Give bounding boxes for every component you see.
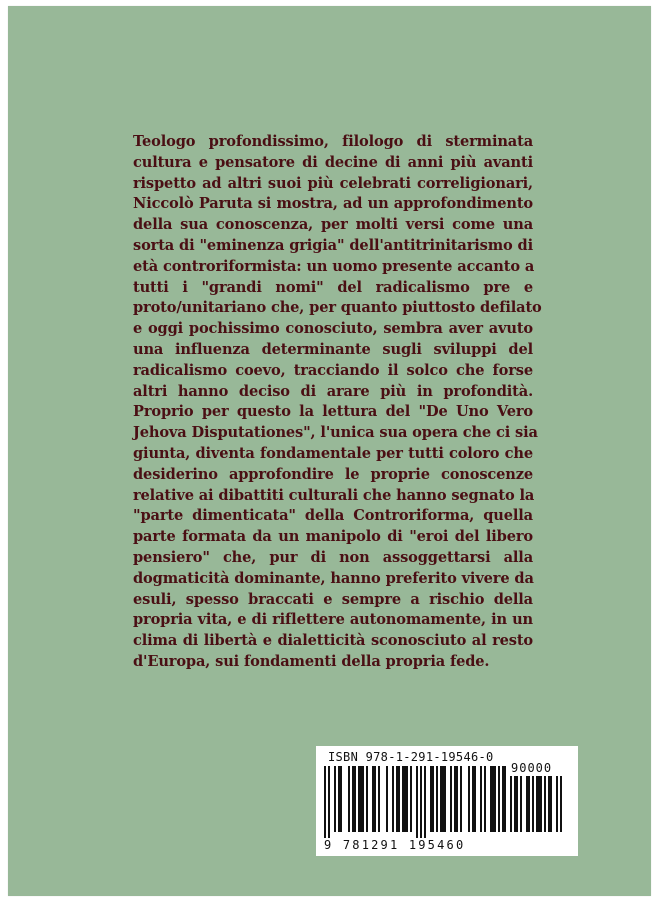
barcode-bar bbox=[502, 766, 506, 832]
blurb-line: Niccolò Paruta si mostra, ad un approfondimento bbox=[133, 195, 533, 213]
barcode-bar bbox=[460, 766, 462, 832]
barcode-bar bbox=[450, 766, 452, 832]
barcode-bar bbox=[430, 766, 434, 832]
blurb-line: e oggi pochissimo conosciuto, sembra aver avuto bbox=[133, 320, 533, 338]
barcode-bars-icon bbox=[324, 766, 510, 838]
barcode-bar bbox=[402, 766, 408, 832]
blurb-line: parte formata da un manipolo di "eroi del libero bbox=[133, 528, 533, 546]
price-code: 90000 bbox=[511, 761, 553, 775]
blurb-line: tutti i "grandi nomi" del radicalismo pre e bbox=[133, 278, 533, 296]
barcode-bar bbox=[378, 766, 380, 832]
barcode-bar bbox=[498, 766, 500, 832]
barcode-bar bbox=[392, 766, 394, 832]
barcode-bar bbox=[548, 776, 552, 832]
blurb-line: età controriformista: un uomo presente accanto a bbox=[133, 257, 535, 275]
barcode-bar bbox=[520, 776, 522, 832]
barcode-bar bbox=[454, 766, 458, 832]
blurb-line: Jehova Disputationes", l'unica sua opera che ci sia bbox=[133, 424, 538, 442]
barcode-bar bbox=[536, 776, 542, 832]
blurb-line: desiderino approfondire le proprie conoscenze bbox=[133, 465, 533, 483]
addon-barcode-bars-icon bbox=[510, 776, 570, 838]
blurb-line: della sua conoscenza, per molti versi come una bbox=[133, 216, 533, 234]
barcode-bar bbox=[424, 766, 426, 838]
blurb-line: rispetto ad altri suoi più celebrati correligionari, bbox=[133, 174, 533, 192]
blurb-line: Teologo profondissimo, filologo di sterminata bbox=[133, 133, 533, 150]
barcode-bar bbox=[366, 766, 368, 832]
barcode-bar bbox=[544, 776, 546, 832]
blurb-line: propria vita, e di riflettere autonomamente, in un bbox=[133, 611, 533, 629]
barcode-bar bbox=[420, 766, 422, 838]
barcode-bar bbox=[532, 776, 534, 832]
barcode-bar bbox=[468, 766, 470, 832]
blurb-line: cultura e pensatore di decine di anni più avanti bbox=[133, 153, 533, 171]
blurb-line: pensiero" che, pur di non assoggettarsi alla bbox=[133, 548, 533, 566]
barcode-bar bbox=[396, 766, 400, 832]
isbn-label: ISBN 978-1-291-19546-0 bbox=[328, 750, 494, 764]
barcode-bar bbox=[526, 776, 530, 832]
barcode-bar bbox=[514, 776, 518, 832]
barcode-bar bbox=[348, 766, 350, 832]
barcode-bar bbox=[560, 776, 562, 832]
barcode-bar bbox=[386, 766, 388, 832]
barcode-bar bbox=[410, 766, 412, 832]
barcode-bar bbox=[328, 766, 330, 838]
barcode-bar bbox=[372, 766, 376, 832]
blurb-line: relative ai dibattiti culturali che hanno segnato la bbox=[133, 486, 535, 504]
blurb-line: "parte dimenticata" della Controriforma, quella bbox=[133, 507, 533, 525]
barcode-bar bbox=[324, 766, 326, 838]
isbn-barcode bbox=[316, 746, 578, 856]
ean-digits: 9 781291 195460 bbox=[324, 838, 466, 852]
blurb-line: d'Europa, sui fondamenti della propria fede. bbox=[133, 652, 490, 670]
blurb-line: giunta, diventa fondamentale per tutti coloro che bbox=[133, 444, 533, 462]
barcode-bar bbox=[556, 776, 558, 832]
blurb-line: Proprio per questo la lettura del "De Uno Vero bbox=[133, 403, 533, 421]
blurb-line: radicalismo coevo, tracciando il solco che forse bbox=[133, 361, 533, 379]
blurb-line: clima di libertà e dialetticità sconosciuto al resto bbox=[133, 632, 533, 650]
barcode-bar bbox=[490, 766, 496, 832]
blurb-line: dogmaticità dominante, hanno preferito vivere da bbox=[133, 569, 534, 587]
blurb-line: una influenza determinante sugli sviluppi del bbox=[133, 340, 533, 358]
blurb-text bbox=[133, 132, 542, 673]
barcode-bar bbox=[440, 766, 446, 832]
barcode-bar bbox=[510, 776, 512, 832]
barcode-bar bbox=[334, 766, 336, 832]
barcode-bar bbox=[472, 766, 476, 832]
blurb-line: altri hanno deciso di arare più in profondità. bbox=[133, 382, 533, 400]
blurb-line: esuli, spesso braccati e sempre a rischio della bbox=[133, 590, 533, 608]
barcode-bar bbox=[416, 766, 418, 838]
barcode-bar bbox=[338, 766, 342, 832]
blurb-line: sorta di "eminenza grigia" dell'antitrinitarismo di bbox=[133, 236, 533, 254]
blurb-line: proto/unitariano che, per quanto piuttosto defilato bbox=[133, 299, 542, 317]
barcode-bar bbox=[358, 766, 364, 832]
barcode-bar bbox=[480, 766, 482, 832]
barcode-bar bbox=[484, 766, 486, 832]
barcode-bar bbox=[436, 766, 438, 832]
barcode-bar bbox=[352, 766, 356, 832]
